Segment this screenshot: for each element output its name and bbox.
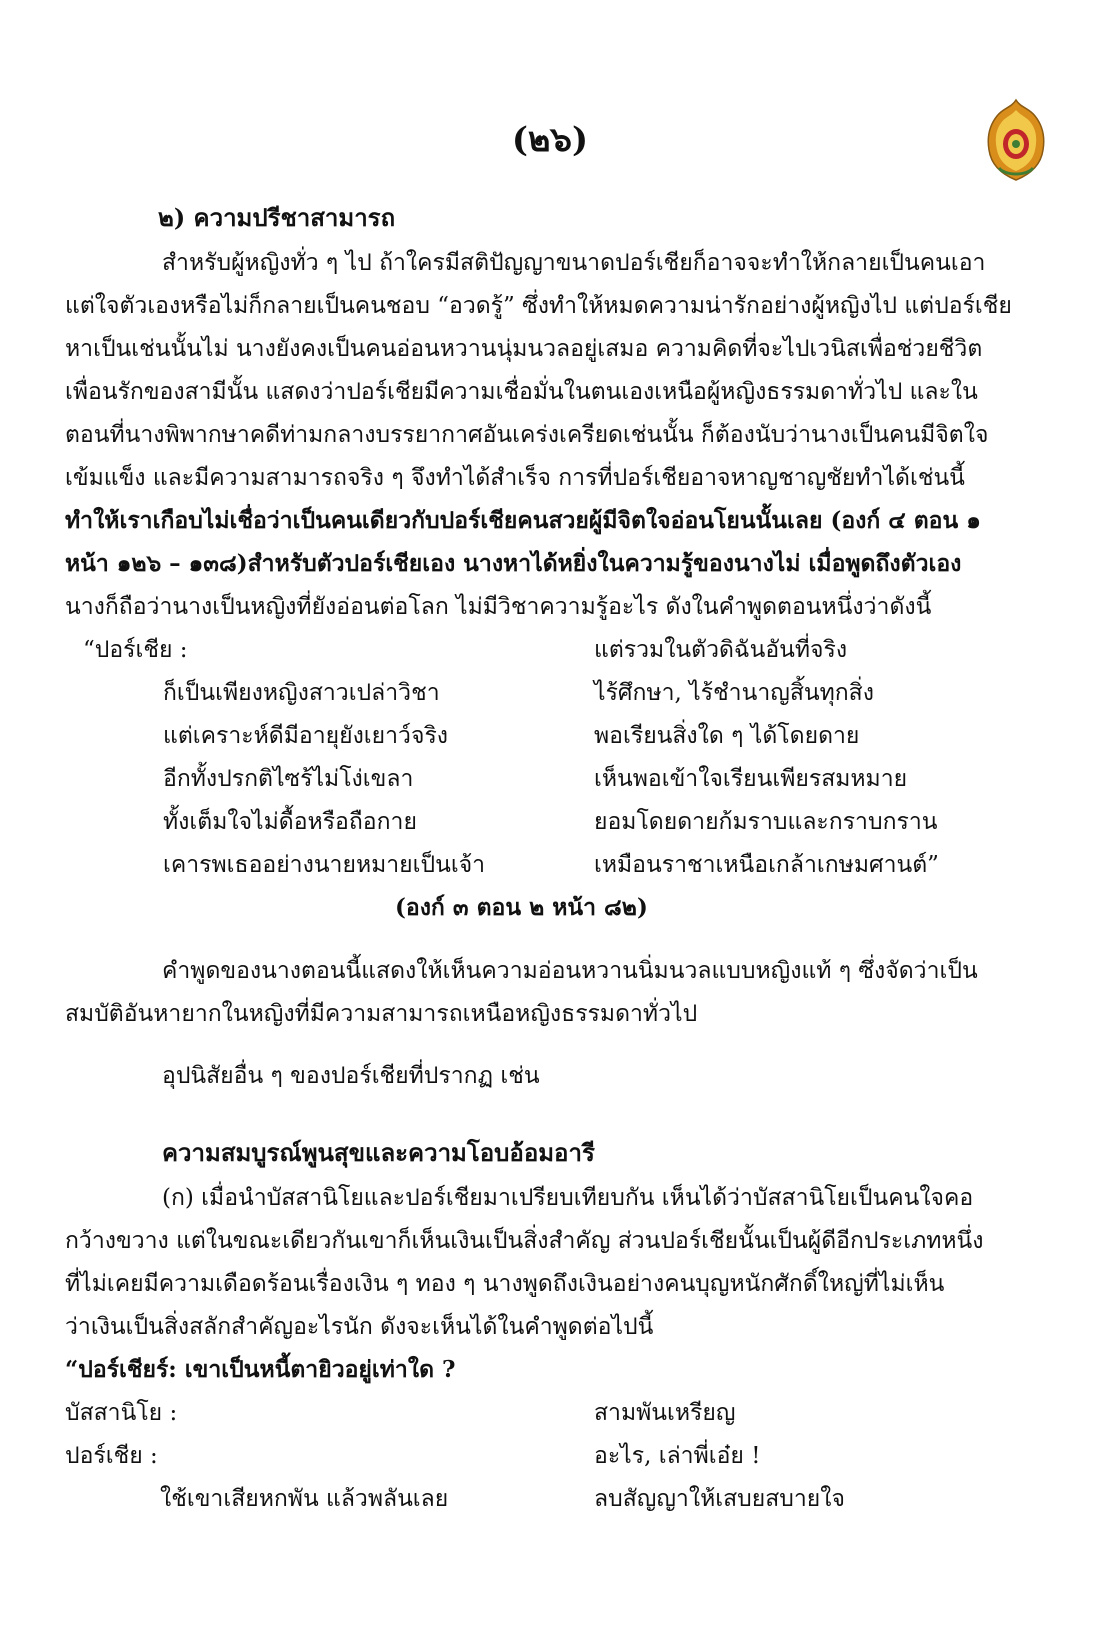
dialogue-line: อะไร, เล่าพี่เอ๋ย !: [594, 1443, 761, 1469]
dialogue-line: “ปอร์เชียร์: เขาเป็นหนี้ตายิวอยู่เท่าใด ?: [65, 1356, 456, 1383]
paragraph-line: ว่าเงินเป็นสิ่งสลักสำคัญอะไรนัก ดังจะเห็นได้ในคำพูดต่อไปนี้: [65, 1314, 654, 1340]
paragraph-line: คำพูดของนางตอนนี้แสดงให้เห็นความอ่อนหวานนิ่มนวลแบบหญิงแท้ ๆ ซึ่งจัดว่าเป็น: [162, 958, 978, 984]
subheading: ความสมบูรณ์พูนสุขและความโอบอ้อมอารี: [162, 1138, 595, 1167]
verse-line-right: เห็นพอเข้าใจเรียนเพียรสมหมาย: [594, 766, 908, 792]
paragraph-line: สำหรับผู้หญิงทั่ว ๆ ไป ถ้าใครมีสติปัญญาขนาดปอร์เชียก็อาจจะทำให้กลายเป็นคนเอา: [162, 250, 986, 276]
paragraph-line: กว้างขวาง แต่ในขณะเดียวกันเขาก็เห็นเงินเป็นสิ่งสำคัญ ส่วนปอร์เชียนั้นเป็นผู้ดีอีกประเภทหนึ่ง: [65, 1228, 984, 1254]
paragraph-line: (ก) เมื่อนำบัสสานิโยและปอร์เชียมาเปรียบเทียบกัน เห็นได้ว่าบัสสานิโยเป็นคนใจคอ: [162, 1185, 974, 1211]
section-heading: ๒) ความปรีชาสามารถ: [158, 203, 396, 232]
verse-line-left: ก็เป็นเพียงหญิงสาวเปล่าวิชา: [163, 680, 440, 706]
verse-line-right: เหมือนราชาเหนือเกล้าเกษมศานต์”: [594, 852, 939, 878]
dialogue-speaker: บัสสานิโย :: [65, 1400, 178, 1426]
dialogue-speaker: ปอร์เชีย :: [65, 1443, 158, 1469]
paragraph-line: แต่ใจตัวเองหรือไม่ก็กลายเป็นคนชอบ “อวดรู้” ซึ่งทำให้หมดความน่ารักอย่างผู้หญิงไป แต่ปอร์เชีย: [65, 293, 1012, 319]
paragraph-line: นางก็ถือว่านางเป็นหญิงที่ยังอ่อนต่อโลก ไม่มีวิชาความรู้อะไร ดังในคำพูดตอนหนึ่งว่าดังนี้: [65, 594, 932, 620]
dialogue-line: สามพันเหรียญ: [594, 1400, 736, 1426]
verse-line-right: พอเรียนสิ่งใด ๆ ได้โดยดาย: [594, 723, 860, 749]
paragraph-line: ตอนที่นางพิพากษาคดีท่ามกลางบรรยากาศอันเคร่งเครียดเช่นนั้น ก็ต้องนับว่านางเป็นคนมีจิตใจ: [65, 422, 989, 448]
paragraph-line: ทำให้เราเกือบไม่เชื่อว่าเป็นคนเดียวกับปอร์เชียคนสวยผู้มีจิตใจอ่อนโยนนั้นเลย (องก์ ๔ ตอน ๑: [65, 507, 981, 534]
paragraph-line: สมบัติอันหายากในหญิงที่มีความสามารถเหนือหญิงธรรมดาทั่วไป: [65, 1001, 698, 1027]
page-number: (๒๖): [511, 120, 589, 160]
paragraph-line: ที่ไม่เคยมีความเดือดร้อนเรื่องเงิน ๆ ทอง ๆ นางพูดถึงเงินอย่างคนบุญหนักศักดิ์ใหญ่ที่ไม่เห็น: [65, 1271, 945, 1297]
verse-line-right: แต่รวมในตัวดิฉันอันที่จริง: [594, 637, 848, 663]
paragraph-3: อุปนิสัยอื่น ๆ ของปอร์เชียที่ปรากฏ เช่น: [162, 1063, 540, 1089]
dialogue-line: ลบสัญญาให้เสบยสบายใจ: [594, 1486, 845, 1512]
verse-line-left: ทั้งเต็มใจไม่ดื้อหรือถือกาย: [163, 809, 417, 835]
paragraph-line: หน้า ๑๒๖ – ๑๓๘)สำหรับตัวปอร์เชียเอง นางหาได้หยิ่งในความรู้ของนางไม่ เมื่อพูดถึงตัวเอง: [65, 550, 962, 577]
verse-line-left: อีกทั้งปรกติไซร้ไม่โง่เขลา: [163, 766, 414, 792]
verse-line-left: เคารพเธออย่างนายหมายเป็นเจ้า: [163, 852, 486, 878]
paragraph-line: เข้มแข็ง และมีความสามารถจริง ๆ จึงทำได้สำเร็จ การที่ปอร์เชียอาจหาญชาญชัยทำได้เช่นนี้: [65, 465, 965, 491]
paragraph-line: หาเป็นเช่นนั้นไม่ นางยังคงเป็นคนอ่อนหวานนุ่มนวลอยู่เสมอ ความคิดที่จะไปเวนิสเพื่อช่วยชีวิต: [65, 336, 983, 362]
dialogue-line: ใช้เขาเสียหกพัน แล้วพลันเลย: [160, 1486, 449, 1512]
verse-speaker: “ปอร์เชีย :: [83, 637, 188, 663]
verse-citation: (องก์ ๓ ตอน ๒ หน้า ๘๒): [395, 894, 648, 921]
paragraph-line: เพื่อนรักของสามีนั้น แสดงว่าปอร์เชียมีความเชื่อมั่นในตนเองเหนือผู้หญิงธรรมดาทั่วไป และใน: [65, 379, 978, 405]
verse-line-right: ไร้ศึกษา, ไร้ชำนาญสิ้นทุกสิ่ง: [594, 680, 874, 706]
verse-line-right: ยอมโดยดายก้มราบและกราบกราน: [594, 809, 938, 835]
verse-line-left: แต่เคราะห์ดีมีอายุยังเยาว์จริง: [163, 723, 449, 749]
